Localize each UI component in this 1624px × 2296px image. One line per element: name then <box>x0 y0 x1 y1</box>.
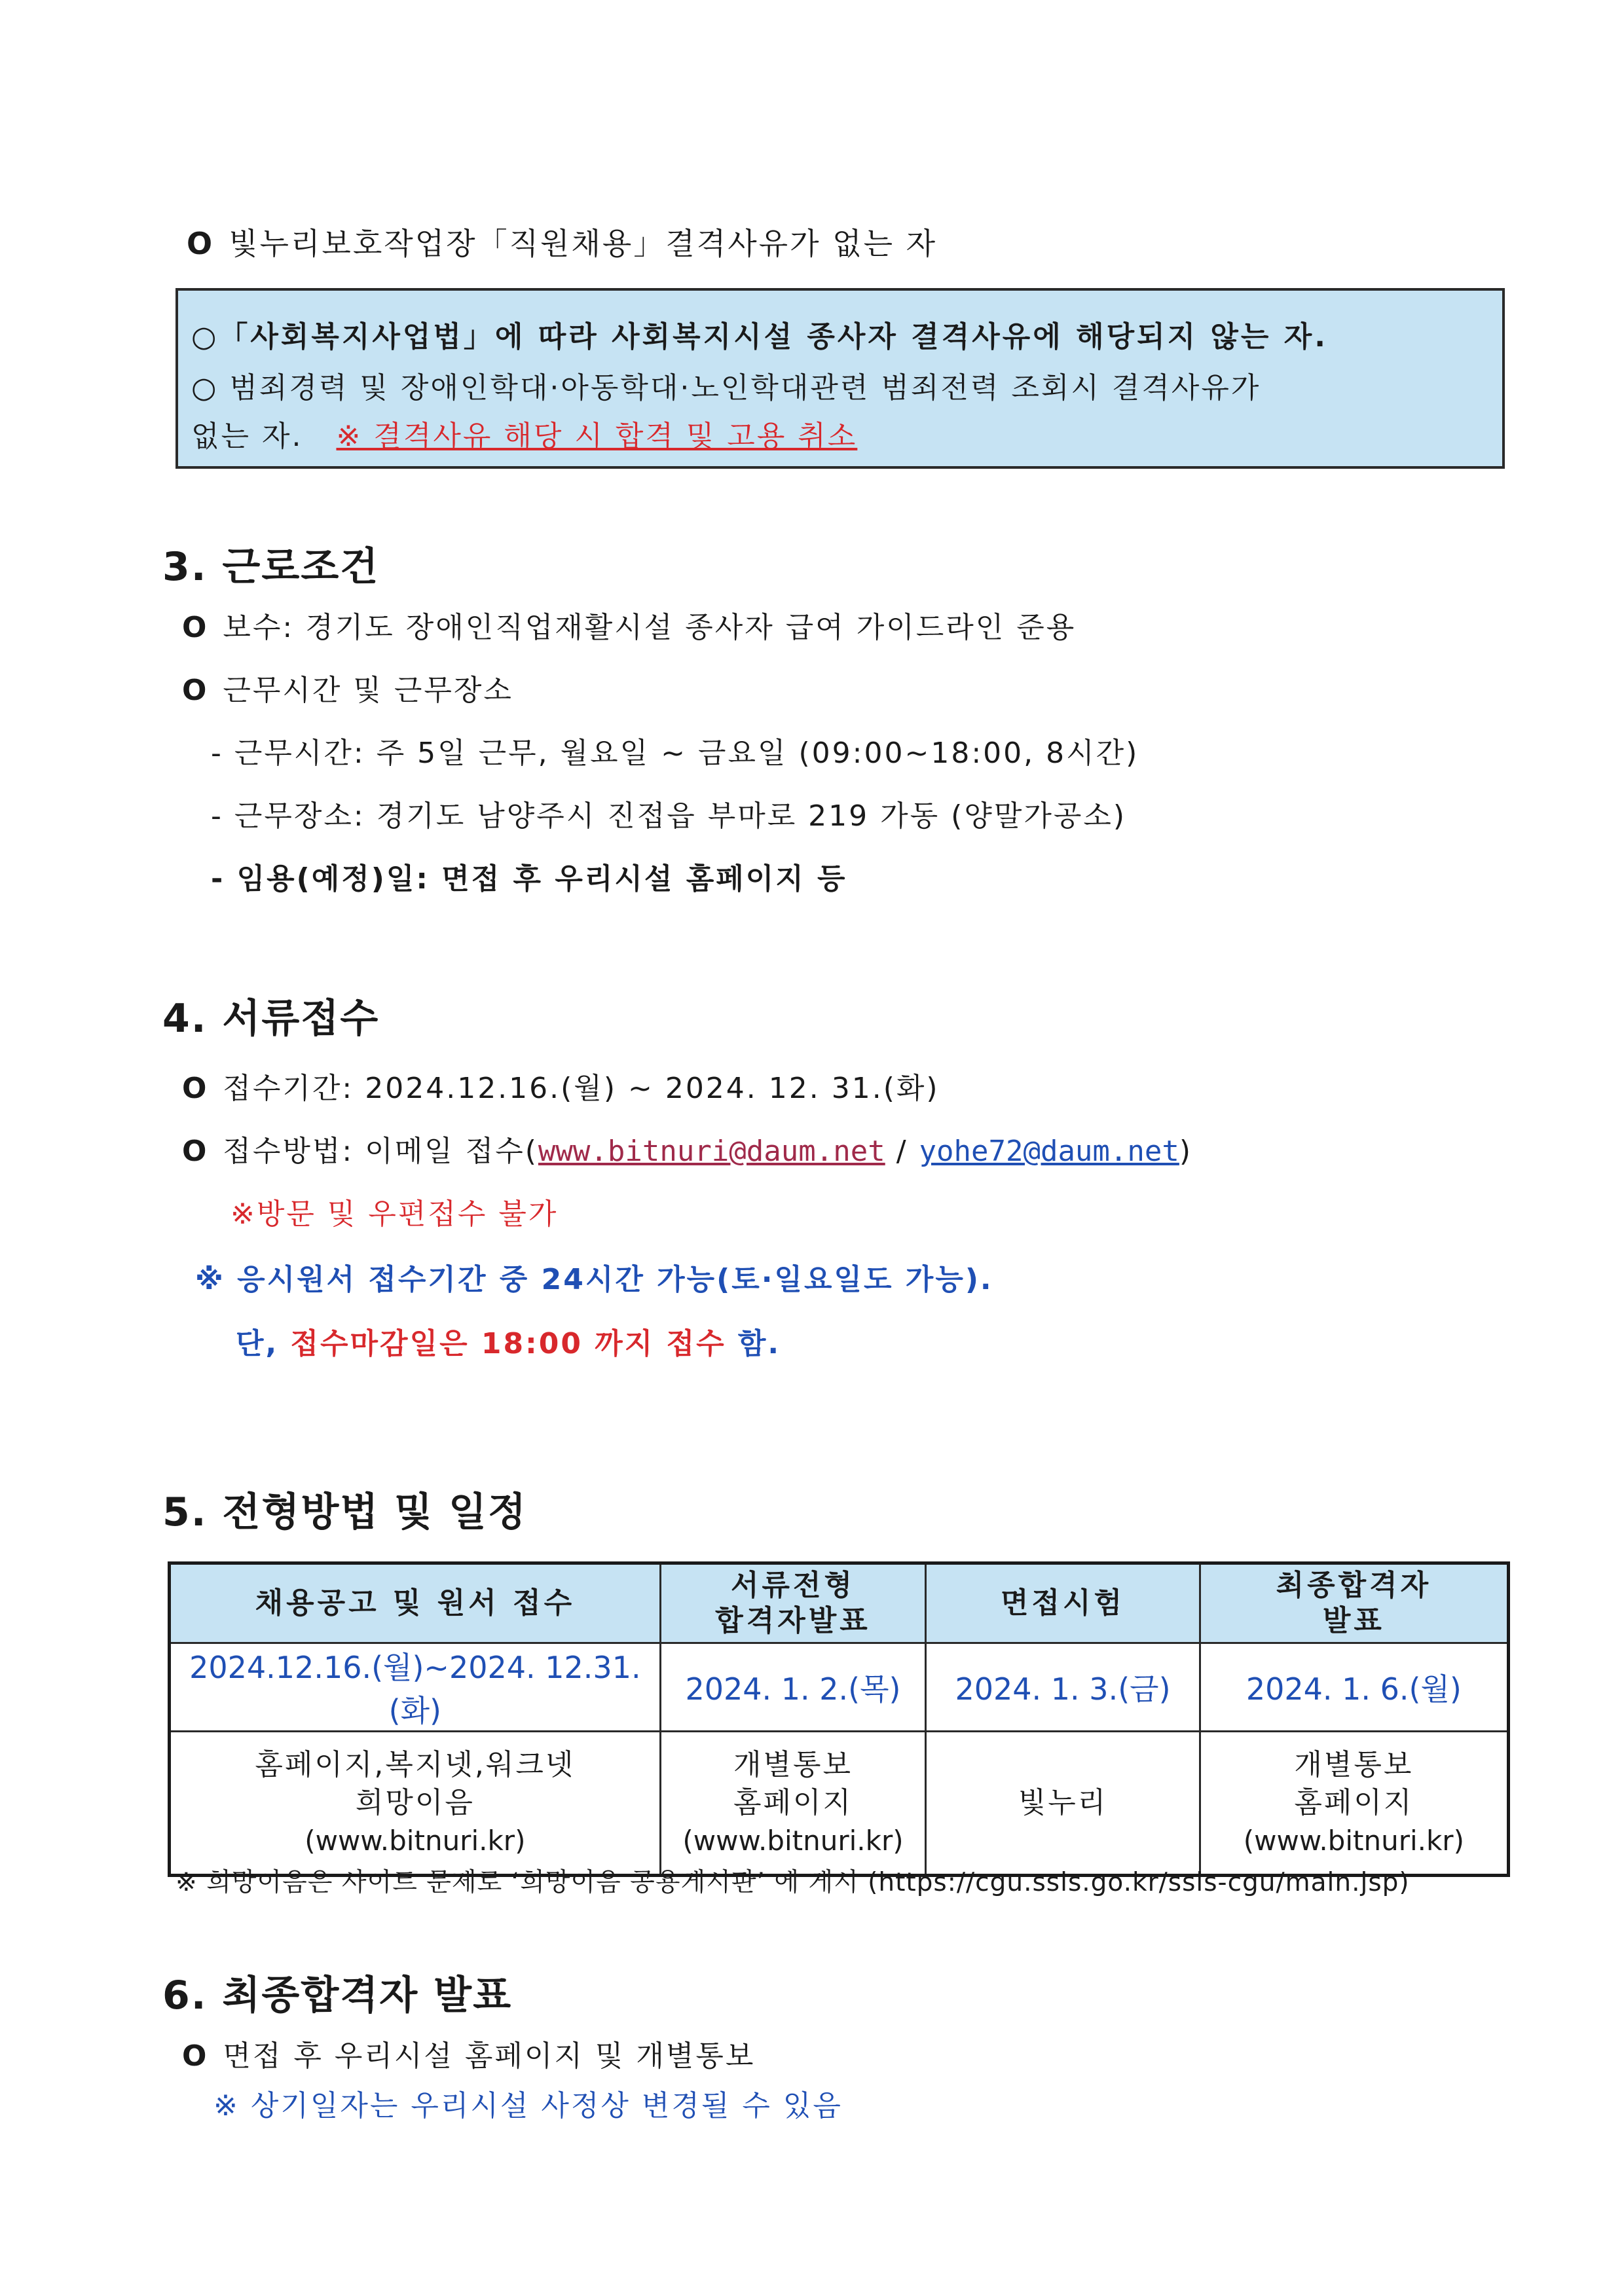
no-visit-note: ※방문 및 우편접수 불가 <box>231 1197 559 1231</box>
channel-line: 개별통보 <box>733 1748 853 1781</box>
box-line-1: ○「사회복지사업법」에 따라 사회복지시설 종사자 결격사유에 해당되지 않는 자. <box>191 320 1328 354</box>
table-row-channels <box>170 1732 1509 1876</box>
channel-line: 홈페이지 <box>1294 1786 1414 1819</box>
receipt-note-1: ※ 응시원서 접수기간 중 24시간 가능(토·일요일도 가능). <box>195 1263 993 1296</box>
bullet-circle: O <box>182 1072 209 1105</box>
box-line-3-text: 없는 자. <box>191 420 303 453</box>
section-6-title: 6. 최종합격자 발표 <box>162 1973 513 2018</box>
section-4-title: 4. 서류접수 <box>162 996 380 1042</box>
email-separator: / <box>885 1135 919 1168</box>
schedule-change-note: ※ 상기일자는 우리시설 사정상 변경될 수 있음 <box>213 2089 843 2123</box>
date-application: 2024.12.16.(월)~2024. 12.31.(화) <box>170 1643 661 1732</box>
pay-text: 보수: 경기도 장애인직업재활시설 종사자 급여 가이드라인 준용 <box>223 611 1077 644</box>
schedule-table <box>168 1561 1510 1877</box>
channel-final-result <box>1200 1732 1508 1876</box>
work-hours: - 근무시간: 주 5일 근무, 월요일 ~ 금요일 (09:00~18:00, 8시간) <box>211 737 1139 770</box>
header-document-screening <box>660 1563 926 1643</box>
channel-line: 빛누리 <box>1018 1786 1108 1819</box>
bullet-circle: O <box>187 226 215 261</box>
bullet-circle: O <box>182 1135 209 1168</box>
email-link-yohe72[interactable]: yohe72@daum.net <box>919 1135 1179 1168</box>
qualification-item <box>187 220 937 263</box>
announcement-text: 면접 후 우리시설 홈페이지 및 개별통보 <box>223 2039 756 2073</box>
receipt-period-text: 접수기간: 2024.12.16.(월) ~ 2024. 12. 31.(화) <box>223 1072 940 1105</box>
channel-line: 홈페이지 <box>733 1786 853 1819</box>
channel-line: 개별통보 <box>1294 1748 1414 1781</box>
header-label: 서류전형 합격자발표 <box>715 1569 871 1637</box>
hours-place-text: 근무시간 및 근무장소 <box>223 674 513 707</box>
bullet-circle: O <box>182 674 209 707</box>
channel-interview <box>926 1732 1200 1876</box>
header-final-announcement <box>1200 1563 1508 1643</box>
note-2-prefix: 단, <box>236 1327 291 1360</box>
channel-application <box>170 1732 661 1876</box>
header-application <box>170 1563 661 1643</box>
email-link-bitnuri[interactable]: www.bitnuri@daum.net <box>538 1135 885 1168</box>
channel-line: 홈페이지,복지넷,워크넷 <box>255 1748 576 1781</box>
qualification-text: 빛누리보호작업장「직원채용」결격사유가 없는 자 <box>229 226 938 261</box>
header-label: 최종합격자 발표 <box>1276 1569 1432 1637</box>
channel-url: (www.bitnuri.kr) <box>304 1825 526 1857</box>
box-line-3 <box>191 412 857 454</box>
hours-place-item <box>182 666 513 708</box>
section-5-title: 5. 전형방법 및 일정 <box>162 1489 527 1535</box>
hope-link-note: ※ 희망이음은 사이트 문제로 ‘희망이음 공용게시판’ 에 게시 (https://cgu.ssis.go.kr/ssis-cgu/main.jsp) <box>175 1868 1410 1897</box>
disqualification-box <box>175 288 1505 469</box>
header-label: 면접시험 <box>1001 1586 1126 1620</box>
deadline-note: 접수마감일은 18:00 까지 접수 <box>290 1327 726 1360</box>
channel-url: (www.bitnuri.kr) <box>682 1825 904 1857</box>
section-3-title: 3. 근로조건 <box>162 544 380 590</box>
pay-item <box>182 604 1076 646</box>
receipt-method <box>182 1127 1192 1169</box>
date-interview: 2024. 1. 3.(금) <box>926 1643 1200 1732</box>
table-header-row <box>170 1563 1509 1643</box>
channel-document-result <box>660 1732 926 1876</box>
channel-url: (www.bitnuri.kr) <box>1243 1825 1464 1857</box>
receipt-note-2 <box>236 1320 781 1362</box>
receipt-period <box>182 1065 940 1106</box>
announcement-item <box>182 2032 755 2074</box>
note-2-suffix: 함. <box>726 1327 781 1360</box>
box-line-2: ○ 범죄경력 및 장애인학대·아동학대·노인학대관련 범죄전력 조회시 결격사유가 <box>191 371 1261 405</box>
bullet-circle: O <box>182 611 209 644</box>
date-final-result: 2024. 1. 6.(월) <box>1200 1643 1508 1732</box>
channel-line: 희망이음 <box>355 1786 475 1819</box>
disqualification-warning: ※ 결격사유 해당 시 합격 및 고용 취소 <box>336 420 858 453</box>
header-label: 채용공고 및 원서 접수 <box>255 1586 576 1620</box>
date-document-result: 2024. 1. 2.(목) <box>660 1643 926 1732</box>
receipt-method-text: 접수방법: 이메일 접수( <box>223 1135 538 1168</box>
appointment-date: - 임용(예정)일: 면접 후 우리시설 홈페이지 등 <box>211 862 847 896</box>
bullet-circle: O <box>182 2039 209 2073</box>
receipt-method-close: ) <box>1179 1135 1193 1168</box>
header-interview <box>926 1563 1200 1643</box>
table-row-dates <box>170 1643 1509 1732</box>
work-place: - 근무장소: 경기도 남양주시 진접읍 부마로 219 가동 (양말가공소) <box>211 799 1126 833</box>
